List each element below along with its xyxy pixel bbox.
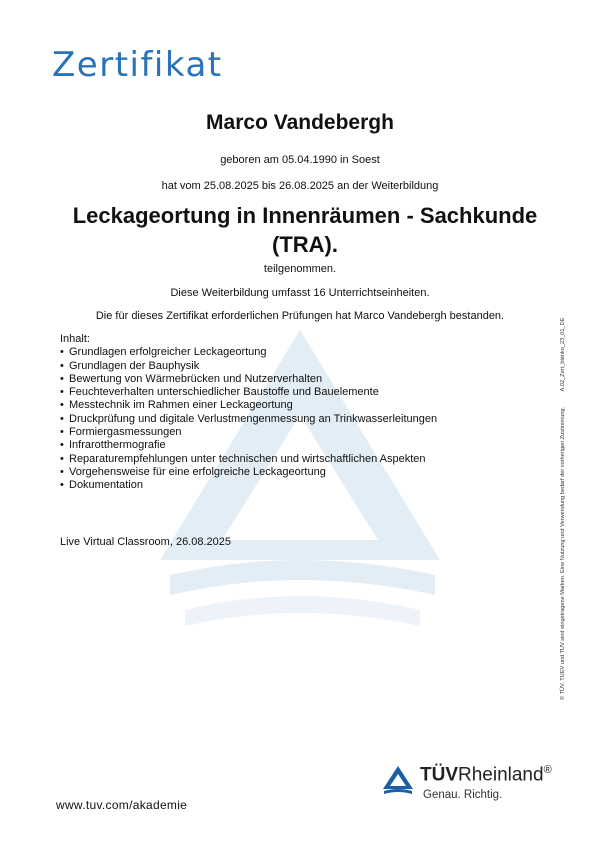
footer-url: www.tuv.com/akademie [56,798,188,812]
content-item: • Dokumentation [60,479,460,492]
tuv-triangle-logo-icon [382,765,414,795]
content-item: • Feuchteverhalten unterschiedlicher Baustoffe und Bauelemente [60,386,460,399]
certificate-title: Zertifikat [52,45,223,85]
content-item: • Infrarotthermografie [60,439,460,452]
content-item: • Grundlagen erfolgreicher Leckageortung [60,346,460,359]
exam-line: Die für dieses Zertifikat erforderlichen Prüfungen hat Marco Vandebergh bestanden. [95,310,505,322]
content-heading: Inhalt: [60,333,90,345]
brand-bold: TÜV [420,764,458,786]
period-line: hat vom 25.08.2025 bis 26.08.2025 an der Weiterbildung [161,180,439,192]
content-item: • Druckprüfung und digitale Verlustmengenmessung an Trinkwasserleitungen [60,413,460,426]
form-code: A.02_Zert_blanko_23_01_DE [560,317,566,392]
participated-line: teilgenommen. [263,263,337,275]
content-item: • Vorgehensweise für eine erfolgreiche Leckageortung [60,466,460,479]
brand-thin: Rheinland [458,764,544,786]
side-note [560,270,566,700]
brand-slogan: Genau. Richtig. [423,789,503,801]
course-title-line-1: Leckageortung in Innenräumen - Sachkunde [72,203,538,228]
course-title [40,201,570,259]
brand-registered: ® [543,764,552,776]
content-section [60,333,460,493]
tuv-rheinland-logo [380,762,580,812]
brand-name [420,764,552,786]
place-date: Live Virtual Classroom, 26.08.2025 [60,536,232,548]
content-item: • Grundlagen der Bauphysik [60,360,460,373]
content-list [60,346,460,492]
course-title-line-2: (TRA). [272,232,338,257]
birth-line: geboren am 05.04.1990 in Soest [220,154,380,166]
content-item: • Reparaturempfehlungen unter technischen und wirtschaftlichen Aspekten [60,453,460,466]
content-item: • Messtechnik im Rahmen einer Leckageortung [60,399,460,412]
recipient-name: Marco Vandebergh [206,111,394,134]
legal-note: © TÜV, TUEV und TUV sind eingetragene Marken. Eine Nutzung und Verwendung bedarf der vorherigen Zustimmung. [560,406,566,700]
units-line: Diese Weiterbildung umfasst 16 Unterrichtseinheiten. [170,287,430,299]
content-item: • Bewertung von Wärmebrücken und Nutzerverhalten [60,373,460,386]
content-item: • Formiergasmessungen [60,426,460,439]
